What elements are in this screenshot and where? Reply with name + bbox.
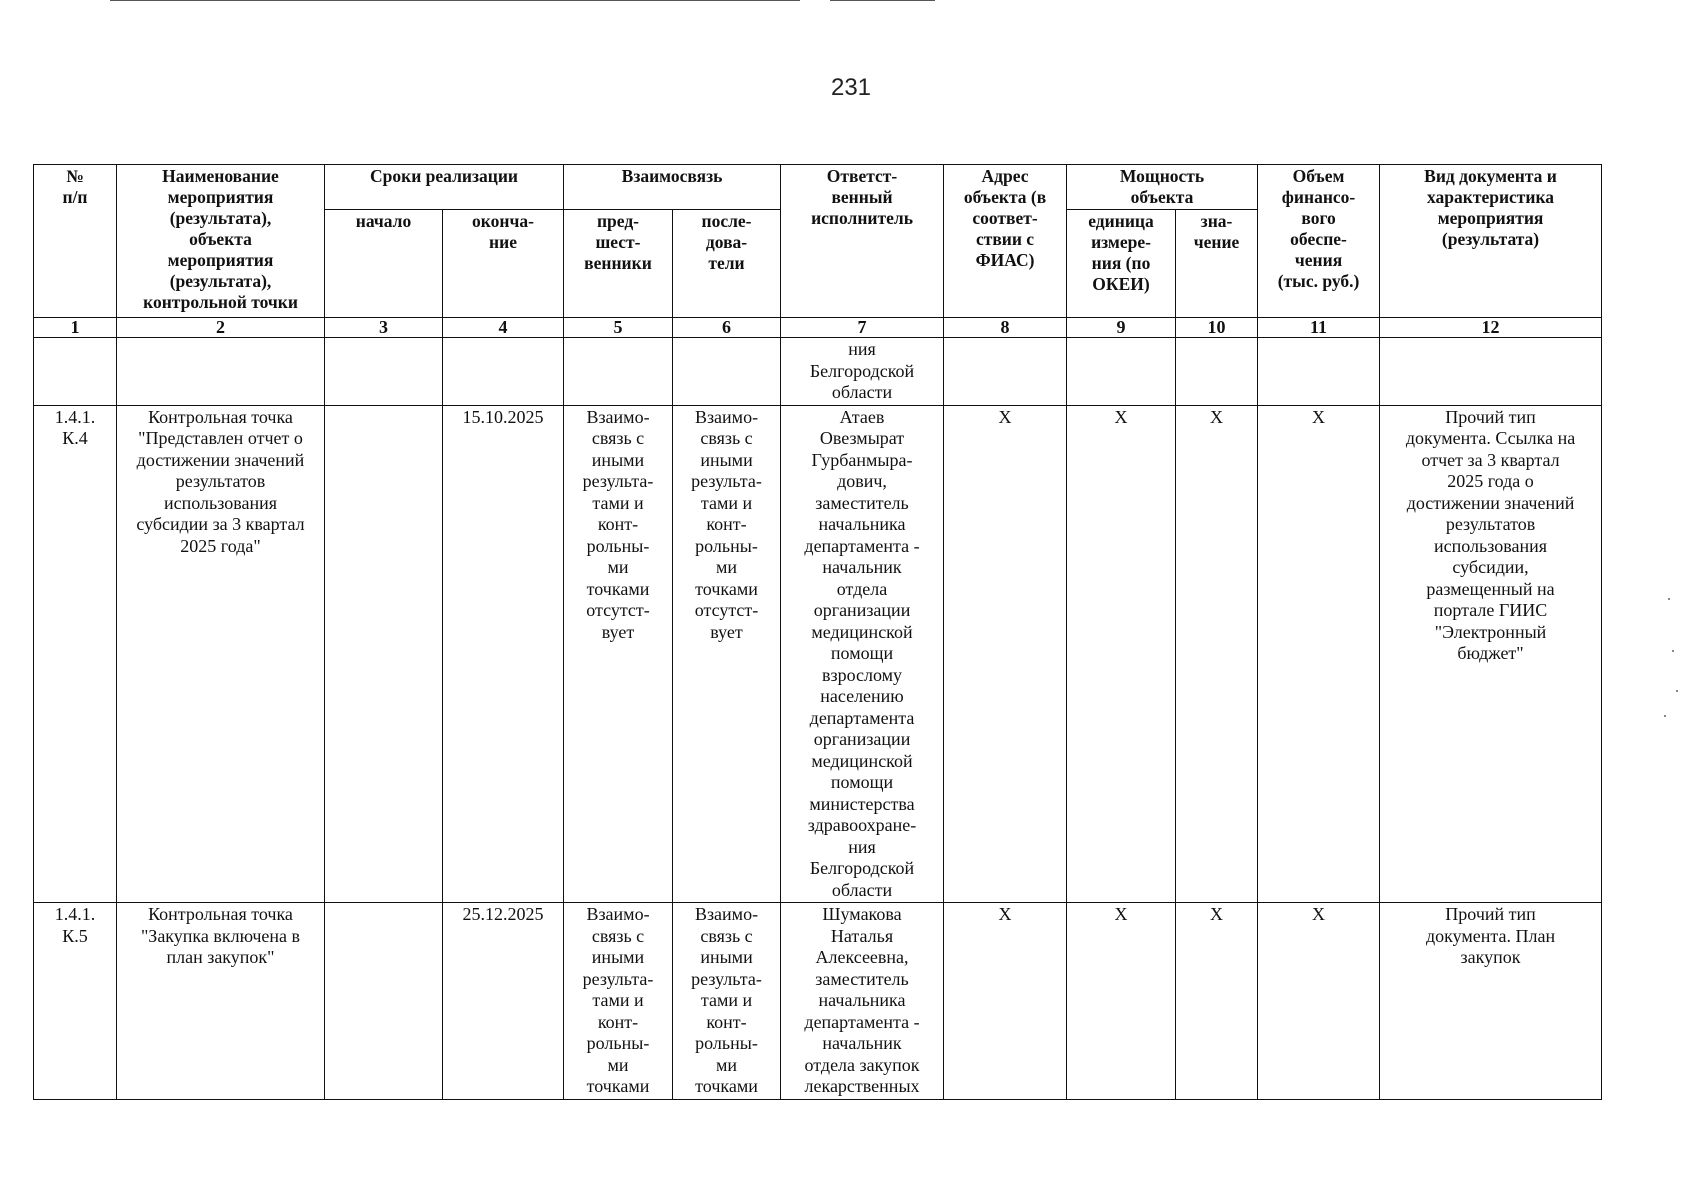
scan-speck (1668, 598, 1670, 600)
cell-num: 1.4.1. К.4 (34, 405, 117, 903)
cell-predecessors (564, 338, 673, 406)
cell-finance (1258, 338, 1380, 406)
cell-value: Х (1176, 405, 1258, 903)
cell-end: 25.12.2025 (443, 903, 564, 1100)
column-number: 5 (564, 318, 673, 338)
cell-successors: Взаимо- связь с иными результа- тами и конт- рольны- ми точками отсутст- вует (673, 405, 781, 903)
column-number: 10 (1176, 318, 1258, 338)
header-unit: единица измере- ния (по ОКЕИ) (1067, 210, 1176, 318)
header-value: зна- чение (1176, 210, 1258, 318)
cell-num (34, 338, 117, 406)
cell-start (325, 405, 443, 903)
column-number: 2 (117, 318, 325, 338)
cell-responsible: ния Белгородской области (781, 338, 944, 406)
column-number: 12 (1380, 318, 1602, 338)
header-start: начало (325, 210, 443, 318)
header-document: Вид документа и характеристика мероприятия (результата) (1380, 165, 1602, 318)
scan-speck (1672, 650, 1674, 652)
header-terms: Сроки реализации (325, 165, 564, 210)
cell-num: 1.4.1. К.5 (34, 903, 117, 1100)
implementation-plan-table (33, 164, 1602, 1100)
cell-responsible: Шумакова Наталья Алексеевна, заместитель начальника департамента - начальник отдела закупок лекарственных (781, 903, 944, 1100)
column-number: 3 (325, 318, 443, 338)
cell-unit: Х (1067, 405, 1176, 903)
scan-edge-line (110, 0, 800, 1)
cell-value (1176, 338, 1258, 406)
cell-unit (1067, 338, 1176, 406)
column-number: 9 (1067, 318, 1176, 338)
scan-speck (1664, 715, 1666, 717)
cell-value: Х (1176, 903, 1258, 1100)
header-address: Адрес объекта (в соответ- ствии с ФИАС) (944, 165, 1067, 318)
header-finance: Объем финансо- вого обеспе- чения (тыс. руб.) (1258, 165, 1380, 318)
cell-end (443, 338, 564, 406)
cell-predecessors: Взаимо- связь с иными результа- тами и конт- рольны- ми точками отсутст- вует (564, 405, 673, 903)
column-number: 6 (673, 318, 781, 338)
header-name: Наименование мероприятия (результата), объекта мероприятия (результата), контрольной точки (117, 165, 325, 318)
header-successors: после- дова- тели (673, 210, 781, 318)
column-number-row (34, 318, 1602, 338)
cell-responsible: Атаев Овезмырат Гурбанмыра- дович, заместитель начальника департамента - начальник отдела организации медицинской помощи взрослому населению департамента организации медицинской помощи министерства здравоохране- ния Белгородской области (781, 405, 944, 903)
column-number: 7 (781, 318, 944, 338)
cell-address (944, 338, 1067, 406)
column-number: 8 (944, 318, 1067, 338)
scan-edge-line (830, 0, 935, 1)
cell-finance: Х (1258, 405, 1380, 903)
header-responsible: Ответст- венный исполнитель (781, 165, 944, 318)
cell-successors: Взаимо- связь с иными результа- тами и конт- рольны- ми точками (673, 903, 781, 1100)
cell-unit: Х (1067, 903, 1176, 1100)
column-number: 1 (34, 318, 117, 338)
cell-name: Контрольная точка "Представлен отчет о достижении значений результатов использования субсидии за 3 квартал 2025 года" (117, 405, 325, 903)
header-predecessors: пред- шест- венники (564, 210, 673, 318)
header-num: № п/п (34, 165, 117, 318)
cell-start (325, 338, 443, 406)
scan-speck (1676, 690, 1678, 692)
cell-address: Х (944, 405, 1067, 903)
column-number: 11 (1258, 318, 1380, 338)
cell-name (117, 338, 325, 406)
page-number: 231 (830, 74, 872, 101)
cell-document: Прочий тип документа. План закупок (1380, 903, 1602, 1100)
table-row-continuation (34, 338, 1602, 406)
cell-predecessors: Взаимо- связь с иными результа- тами и конт- рольны- ми точками (564, 903, 673, 1100)
header-end: оконча- ние (443, 210, 564, 318)
cell-start (325, 903, 443, 1100)
cell-finance: Х (1258, 903, 1380, 1100)
column-number: 4 (443, 318, 564, 338)
header-power: Мощность объекта (1067, 165, 1258, 210)
header-row-1 (34, 165, 1602, 210)
cell-successors (673, 338, 781, 406)
cell-end: 15.10.2025 (443, 405, 564, 903)
cell-document (1380, 338, 1602, 406)
cell-document: Прочий тип документа. Ссылка на отчет за 3 квартал 2025 года о достижении значений результатов использования субсидии, размещенный на портале ГИИС "Электронный бюджет" (1380, 405, 1602, 903)
cell-address: Х (944, 903, 1067, 1100)
header-link: Взаимосвязь (564, 165, 781, 210)
table-row (34, 903, 1602, 1100)
table-row (34, 405, 1602, 903)
cell-name: Контрольная точка "Закупка включена в план закупок" (117, 903, 325, 1100)
